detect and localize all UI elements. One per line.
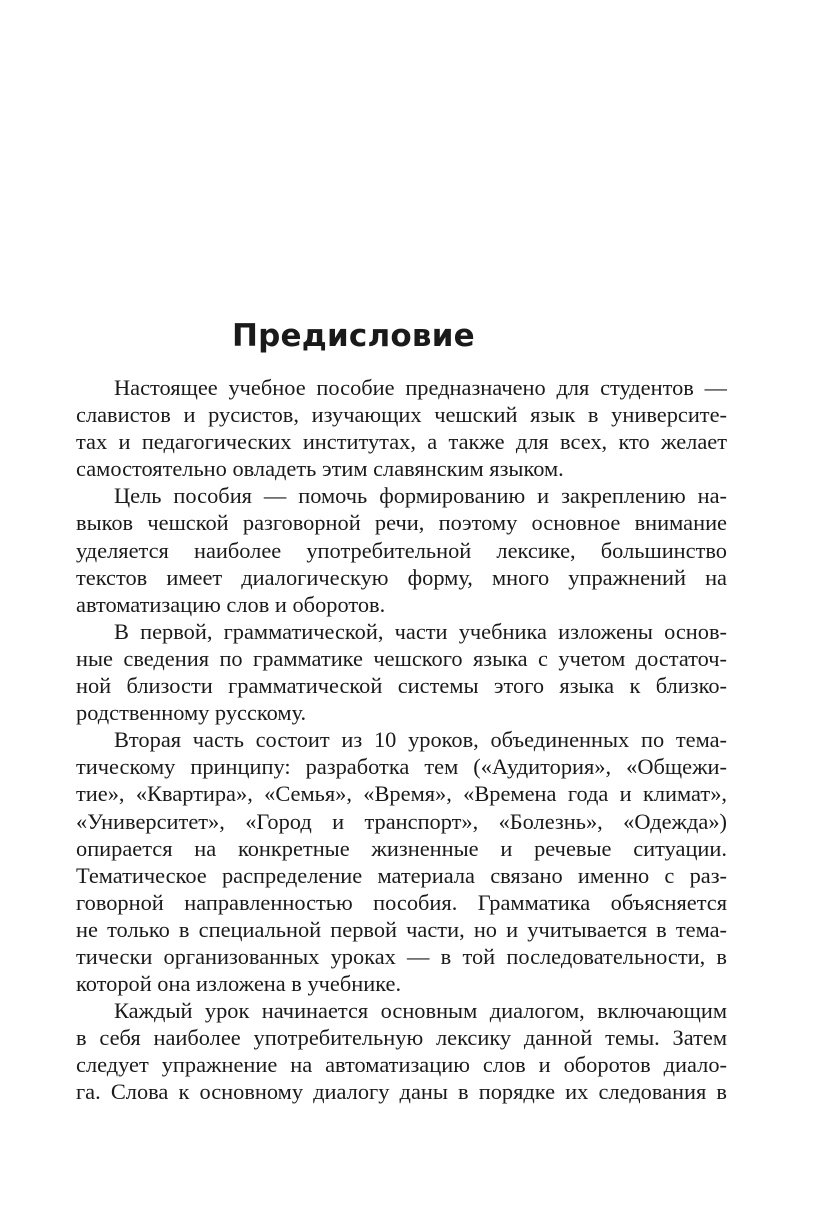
paragraph-2	[76, 482, 727, 617]
text-line: не только в специальной первой части, но и учитывается в тема-	[76, 916, 727, 942]
page-title: Предисловие	[232, 318, 475, 354]
text-line: которой она изложена в учебнике.	[76, 971, 402, 997]
text-line: следует упражнение на автоматизацию слов и оборотов диало-	[76, 1052, 727, 1078]
text-line: Тематическое распределение материала связано именно с раз-	[76, 862, 727, 888]
text-line: опирается на конкретные жизненные и речевые ситуации.	[76, 835, 727, 861]
text-line: га. Слова к основному диалогу даны в порядке их следования в	[76, 1079, 727, 1105]
text-line: «Университет», «Город и транспорт», «Болезнь», «Одежда»)	[76, 808, 727, 834]
text-line: уделяется наиболее употребительной лексике, большинство	[76, 537, 727, 563]
text-line: тах и педагогических институтах, а также для всех, кто желает	[76, 429, 727, 455]
text-line: Настоящее учебное пособие предназначено для студентов —	[114, 375, 727, 400]
text-line: Вторая часть состоит из 10 уроков, объединенных по тема-	[114, 727, 727, 753]
paragraph-4	[76, 726, 727, 997]
text-line: тически организованных уроках — в той последовательности, в	[76, 943, 727, 969]
text-line: родственному русскому.	[76, 700, 307, 726]
text-line: славистов и русистов, изучающих чешский язык в университе-	[76, 402, 727, 428]
text-line: В первой, грамматической, части учебника изложены основ-	[114, 618, 727, 644]
paragraph-1	[76, 374, 727, 482]
paragraph-5	[76, 997, 727, 1105]
text-line: говорной направленностью пособия. Грамматика объясняется	[76, 889, 727, 915]
paragraph-3	[76, 618, 727, 726]
text-line: Цель пособия — помочь формированию и закреплению на-	[114, 483, 727, 509]
preface-body	[76, 374, 727, 1106]
text-line: автоматизацию слов и оборотов.	[76, 591, 386, 617]
text-line: самостоятельно овладеть этим славянским языком.	[76, 456, 564, 482]
text-line: Каждый урок начинается основным диалогом, включающим	[114, 998, 727, 1024]
text-line: ные сведения по грамматике чешского языка с учетом достаточ-	[76, 645, 727, 671]
text-line: тие», «Квартира», «Семья», «Время», «Времена года и климат»,	[76, 781, 727, 807]
text-line: текстов имеет диалогическую форму, много упражнений на	[76, 564, 727, 590]
text-line: в себя наиболее употребительную лексику данной темы. Затем	[76, 1025, 727, 1051]
text-line: ной близости грамматической системы этого языка к близко-	[76, 673, 727, 699]
text-line: тическому принципу: разработка тем («Аудитория», «Общежи-	[76, 754, 727, 780]
text-line: выков чешской разговорной речи, поэтому основное внимание	[76, 510, 727, 536]
